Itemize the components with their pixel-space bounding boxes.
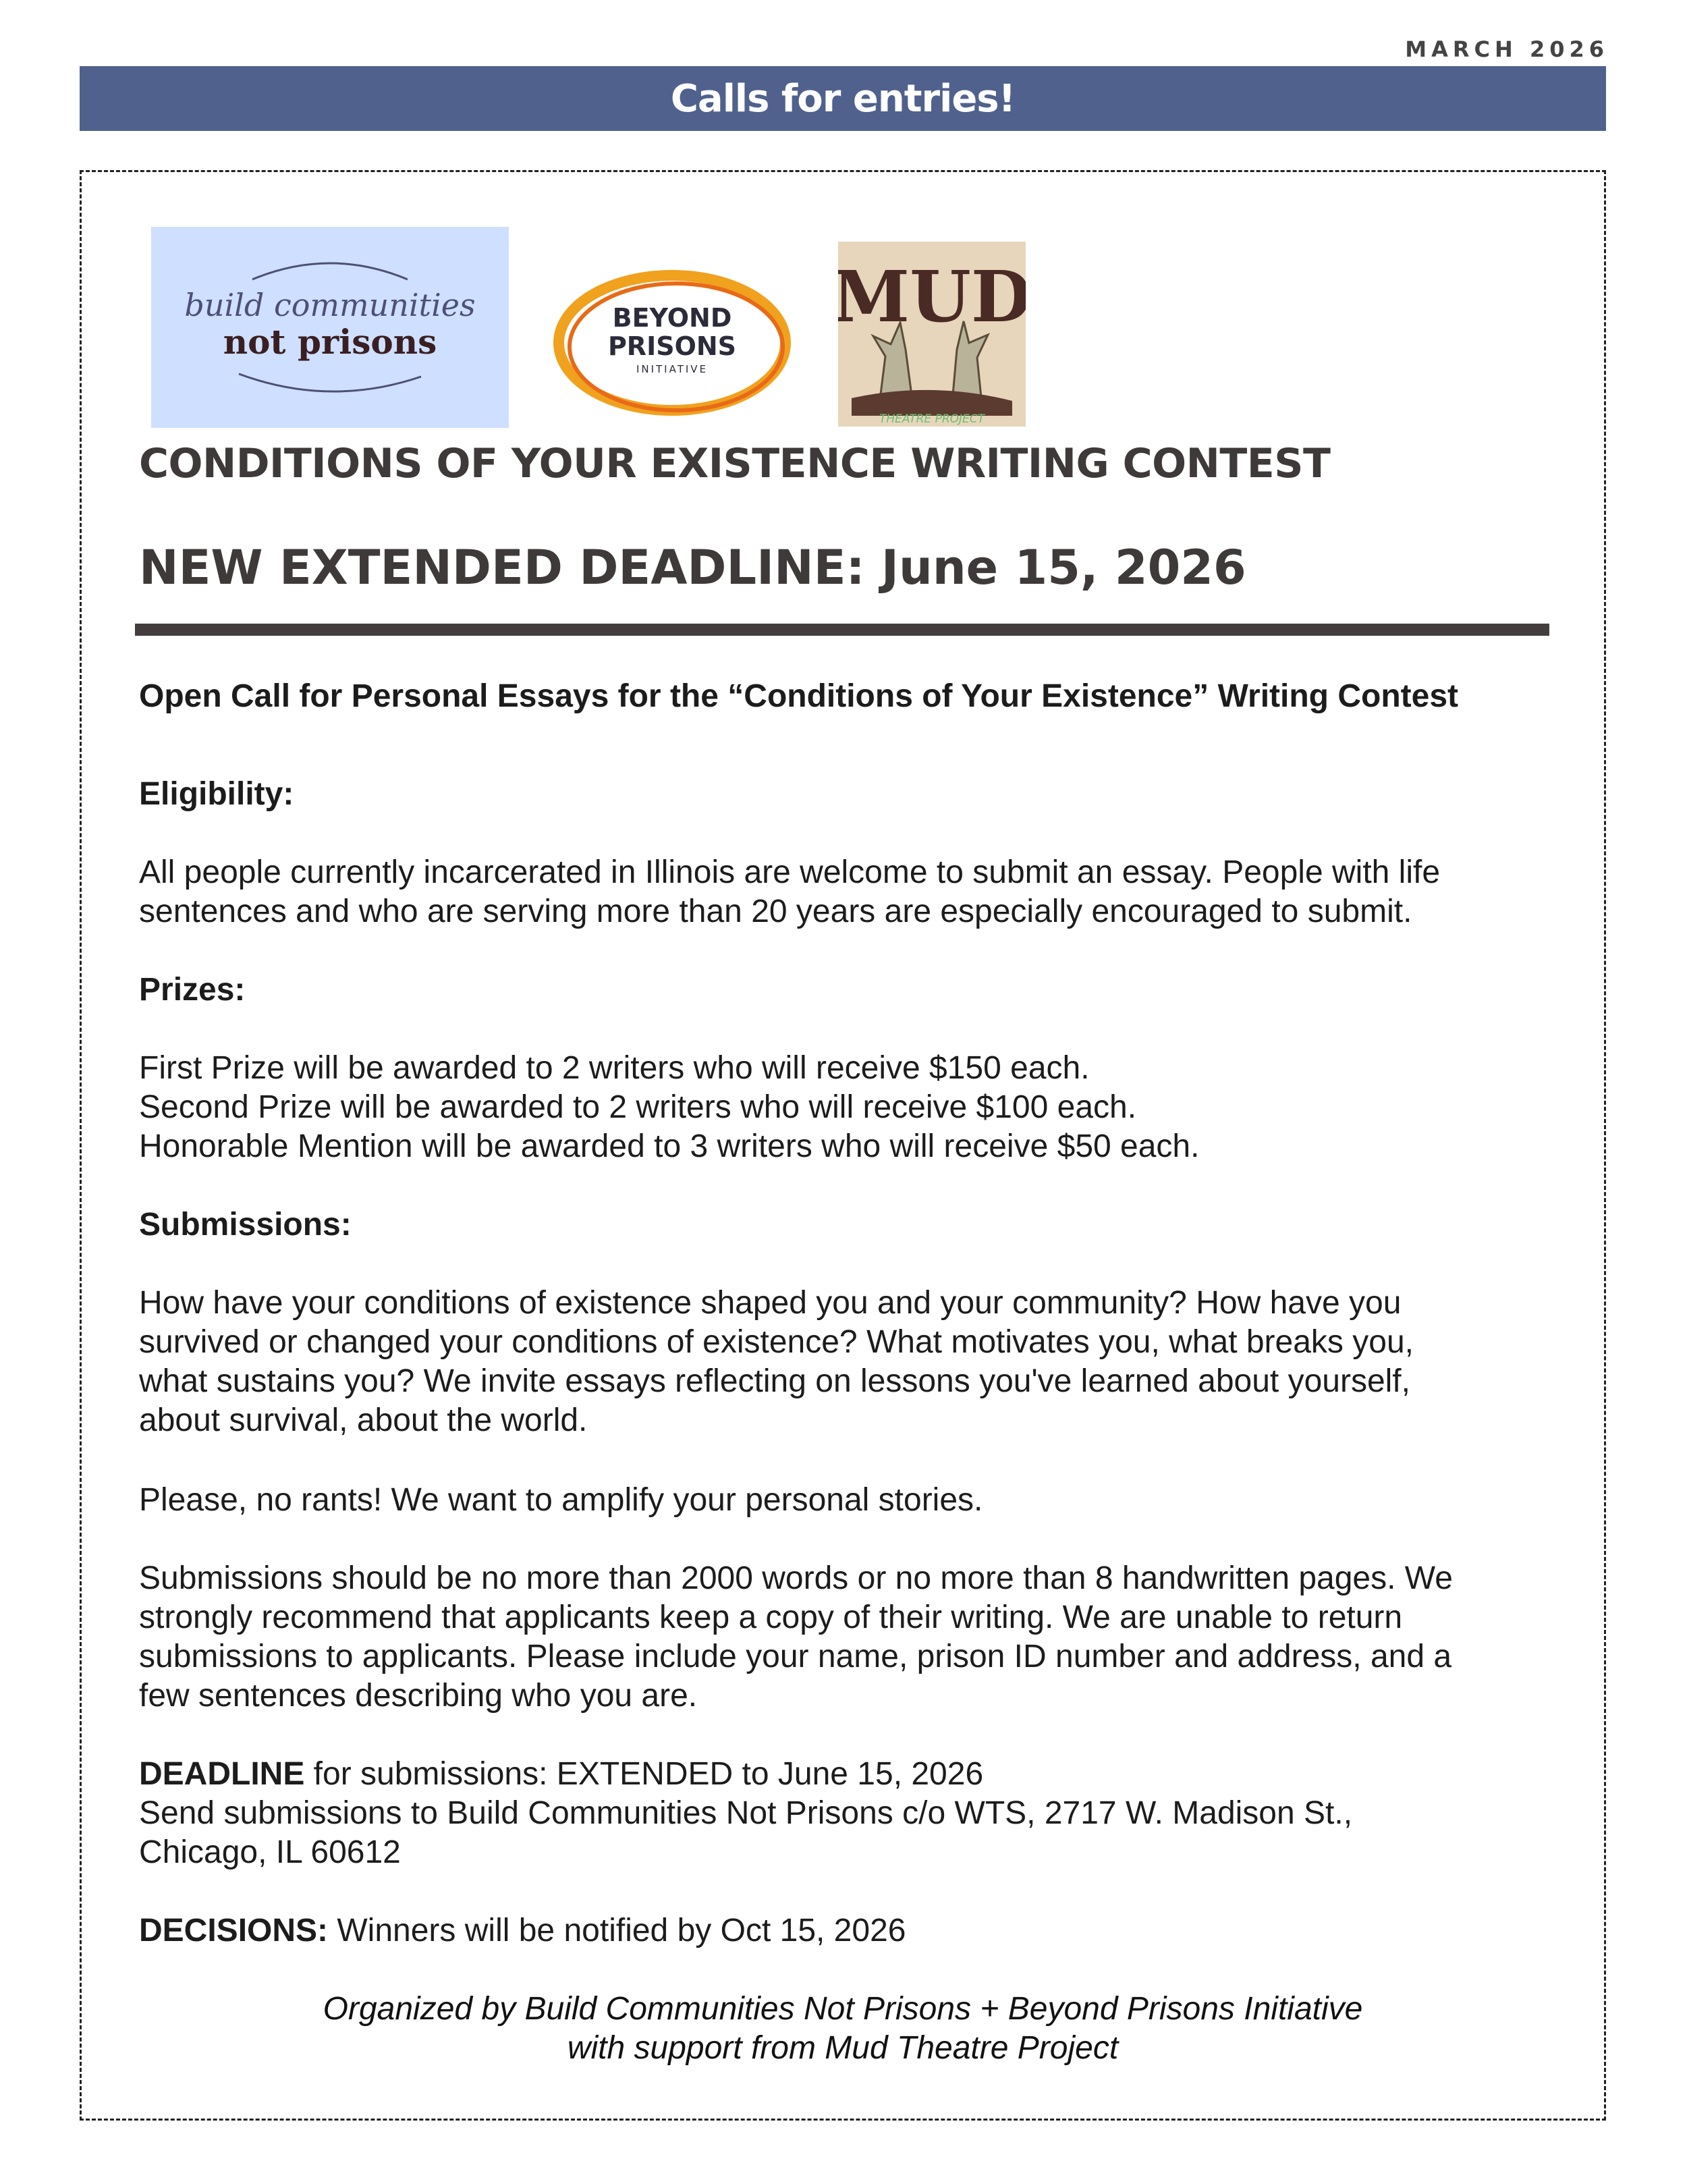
footer-line: with support from Mud Theatre Project — [567, 2030, 1119, 2066]
bcnp-logo-line2: not prisons — [223, 322, 437, 362]
eligibility-line: sentences and who are serving more than 20 years are especially encouraged to submit. — [139, 894, 1412, 929]
footer-line: Organized by Build Communities Not Prisons + Beyond Prisons Initiative — [323, 1991, 1363, 2027]
mud-theatre-project-logo — [838, 242, 1026, 427]
deadline-text: for submissions: EXTENDED to June 15, 2026 — [304, 1756, 984, 1792]
deadline-line — [139, 1755, 1556, 1794]
eligibility-heading: Eligibility: — [139, 776, 294, 812]
prizes-heading: Prizes: — [139, 972, 246, 1008]
contest-title: CONDITIONS OF YOUR EXISTENCE WRITING CONTEST — [139, 440, 1331, 487]
prizes-list — [139, 1049, 1556, 1166]
submission-guidelines — [139, 1559, 1556, 1716]
address-line: Chicago, IL 60612 — [139, 1834, 401, 1870]
calls-for-entries-banner — [80, 66, 1606, 131]
issue-date: MARCH 2026 — [1405, 36, 1609, 62]
open-call-heading: Open Call for Personal Essays for the “Conditions of Your Existence” Writing Contest — [139, 678, 1458, 714]
decisions-label: DECISIONS: — [139, 1913, 329, 1948]
eligibility-line: All people currently incarcerated in Illinois are welcome to submit an essay. People with life — [139, 854, 1441, 890]
prize-line: Second Prize will be awarded to 2 writers who will receive $100 each. — [139, 1089, 1137, 1125]
heading-divider — [135, 624, 1549, 636]
deadline-section — [139, 1755, 1556, 1872]
guideline-line: submissions to applicants. Please include your name, prison ID number and address, and a — [139, 1639, 1452, 1674]
submissions-line: How have your conditions of existence shaped you and your community? How have you — [139, 1285, 1402, 1321]
eligibility-text — [139, 853, 1556, 931]
bpi-logo-line1: BEYOND — [612, 303, 732, 333]
address-line: Send submissions to Build Communities Not Prisons c/o WTS, 2717 W. Madison St., — [139, 1795, 1353, 1831]
guideline-line: Submissions should be no more than 2000 words or no more than 8 handwritten pages. We — [139, 1560, 1453, 1596]
submissions-line: what sustains you? We invite essays reflecting on lessons you've learned about yourself, — [139, 1363, 1410, 1399]
extended-deadline-title: NEW EXTENDED DEADLINE: June 15, 2026 — [139, 540, 1246, 595]
submissions-heading: Submissions: — [139, 1207, 352, 1243]
guideline-line: strongly recommend that applicants keep a copy of their writing. We are unable to return — [139, 1600, 1403, 1635]
build-communities-not-prisons-logo — [151, 227, 509, 428]
mud-logo-sub: THEATRE PROJECT — [879, 412, 985, 426]
deadline-label: DEADLINE — [139, 1756, 305, 1792]
submissions-line: about survival, about the world. — [139, 1402, 588, 1438]
guideline-line: few sentences describing who you are. — [139, 1678, 698, 1714]
mud-logo-title: MUD — [838, 255, 1026, 338]
decisions-text: Winners will be notified by Oct 15, 2026 — [328, 1913, 906, 1948]
organizers-footer — [80, 1990, 1606, 2068]
submissions-questions — [139, 1284, 1556, 1440]
no-rants-note: Please, no rants! We want to amplify your personal stories. — [139, 1482, 983, 1518]
prize-line: First Prize will be awarded to 2 writers who will receive $150 each. — [139, 1050, 1090, 1086]
submissions-line: survived or changed your conditions of existence? What motivates you, what breaks you, — [139, 1324, 1414, 1360]
bpi-logo-line2: PRISONS — [607, 331, 737, 361]
prize-line: Honorable Mention will be awarded to 3 writers who will receive $50 each. — [139, 1128, 1200, 1164]
beyond-prisons-initiative-logo — [552, 267, 795, 421]
bcnp-logo-line1: build communities — [184, 287, 476, 323]
banner-title: Calls for entries! — [670, 76, 1016, 121]
bpi-logo-line3: INITIATIVE — [636, 363, 709, 375]
decisions-section — [139, 1911, 1556, 1950]
